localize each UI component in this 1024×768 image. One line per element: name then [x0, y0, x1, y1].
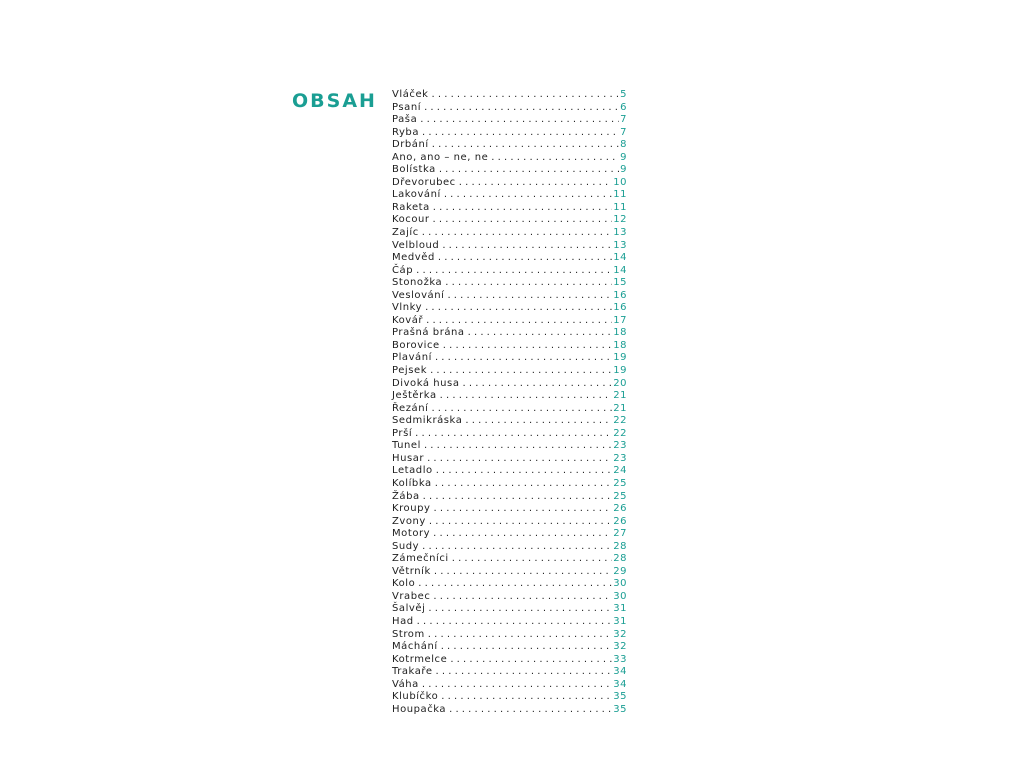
toc-dot-leader [442, 277, 612, 290]
toc-dot-leader [435, 252, 612, 265]
toc-entry-page-number: 19 [613, 365, 627, 377]
toc-entry-label: Kolo [392, 578, 416, 590]
toc-entry-page-number: 26 [613, 503, 627, 515]
toc-entry [392, 327, 627, 340]
toc-entry-page-number: 23 [613, 452, 627, 464]
table-of-contents [392, 89, 627, 716]
toc-entry [392, 503, 627, 516]
toc-dot-leader [424, 453, 612, 466]
toc-dot-leader [432, 352, 612, 365]
toc-entry-page-number: 26 [613, 515, 627, 527]
toc-entry-page-number: 28 [613, 540, 627, 552]
toc-dot-leader [414, 616, 613, 629]
page-title: OBSAH [292, 90, 377, 112]
toc-entry [392, 177, 627, 190]
toc-dot-leader [422, 302, 612, 315]
toc-dot-leader [419, 127, 619, 140]
toc-entry-label: Medvěd [392, 252, 435, 264]
toc-dot-leader [419, 227, 612, 240]
toc-dot-leader [428, 403, 612, 416]
toc-entry [392, 641, 627, 654]
toc-entry-label: Zámečníci [392, 553, 449, 565]
toc-entry-label: Husar [392, 452, 425, 464]
toc-entry-label: Prašná brána [392, 327, 465, 339]
toc-entry-page-number: 17 [613, 314, 627, 326]
toc-dot-leader [488, 152, 619, 165]
toc-entry-page-number: 21 [613, 402, 627, 414]
toc-entry-label: Větrník [392, 565, 431, 577]
toc-dot-leader [462, 415, 612, 428]
toc-entry-page-number: 6 [620, 101, 627, 113]
toc-entry-label: Prší [392, 427, 413, 439]
toc-entry-page-number: 14 [613, 264, 627, 276]
toc-entry-label: Vrabec [392, 590, 431, 602]
toc-entry [392, 365, 627, 378]
toc-entry-label: Ještěrka [392, 390, 437, 402]
toc-entry [392, 516, 627, 529]
toc-entry-label: Žába [392, 490, 420, 502]
toc-entry-page-number: 31 [613, 603, 627, 615]
toc-dot-leader [425, 603, 612, 616]
toc-entry [392, 378, 627, 391]
toc-entry [392, 252, 627, 265]
toc-entry-page-number: 9 [620, 164, 627, 176]
toc-entry-label: Psaní [392, 101, 422, 113]
toc-dot-leader [436, 164, 619, 177]
toc-entry-page-number: 30 [613, 590, 627, 602]
toc-entry [392, 277, 627, 290]
toc-entry [392, 189, 627, 202]
toc-entry-page-number: 33 [613, 653, 627, 665]
toc-entry-page-number: 25 [613, 490, 627, 502]
toc-entry-page-number: 28 [613, 553, 627, 565]
toc-entry-label: Trakaře [392, 666, 433, 678]
toc-entry-label: Stonožka [392, 277, 443, 289]
toc-entry-label: Sedmikráska [392, 415, 463, 427]
toc-entry-label: Kocour [392, 214, 430, 226]
toc-dot-leader [456, 177, 613, 190]
toc-dot-leader [420, 491, 613, 504]
toc-entry [392, 591, 627, 604]
toc-entry [392, 403, 627, 416]
toc-entry [392, 89, 627, 102]
toc-entry-label: Plavání [392, 352, 432, 364]
toc-entry-page-number: 32 [613, 641, 627, 653]
toc-dot-leader [432, 478, 613, 491]
toc-dot-leader [447, 654, 612, 667]
toc-entry [392, 152, 627, 165]
toc-entry-label: Lakování [392, 189, 441, 201]
toc-entry-page-number: 22 [613, 415, 627, 427]
toc-entry-page-number: 15 [613, 277, 627, 289]
toc-dot-leader [429, 89, 620, 102]
toc-entry [392, 704, 627, 717]
toc-entry-page-number: 13 [613, 239, 627, 251]
toc-entry [392, 453, 627, 466]
toc-entry-label: Had [392, 615, 414, 627]
toc-entry-label: Zvony [392, 515, 426, 527]
toc-entry-page-number: 31 [613, 615, 627, 627]
toc-entry-label: Kroupy [392, 503, 431, 515]
toc-entry [392, 302, 627, 315]
toc-entry-label: Máchání [392, 641, 438, 653]
toc-entry-page-number: 32 [613, 628, 627, 640]
toc-dot-leader [430, 202, 612, 215]
toc-entry [392, 139, 627, 152]
toc-entry-label: Ano, ano – ne, ne [392, 151, 489, 163]
toc-entry-page-number: 11 [613, 201, 627, 213]
toc-entry [392, 666, 627, 679]
toc-dot-leader [423, 315, 612, 328]
toc-entry-label: Vlnky [392, 302, 423, 314]
toc-entry [392, 340, 627, 353]
toc-entry [392, 202, 627, 215]
toc-entry-page-number: 35 [613, 703, 627, 715]
toc-entry [392, 629, 627, 642]
toc-entry-label: Zajíc [392, 227, 419, 239]
toc-entry-page-number: 8 [620, 139, 627, 151]
toc-entry-label: Velbloud [392, 239, 440, 251]
toc-entry [392, 315, 627, 328]
toc-entry-label: Strom [392, 628, 425, 640]
toc-dot-leader [412, 428, 612, 441]
toc-dot-leader [421, 440, 612, 453]
toc-entry-label: Borovice [392, 339, 440, 351]
toc-entry-page-number: 19 [613, 352, 627, 364]
toc-dot-leader [430, 214, 613, 227]
toc-dot-leader [439, 240, 612, 253]
toc-entry-page-number: 18 [613, 339, 627, 351]
toc-entry-page-number: 18 [613, 327, 627, 339]
toc-entry [392, 390, 627, 403]
toc-dot-leader [430, 528, 612, 541]
toc-entry [392, 227, 627, 240]
toc-entry [392, 616, 627, 629]
toc-dot-leader [440, 340, 613, 353]
toc-entry-label: Sudy [392, 540, 420, 552]
toc-dot-leader [419, 541, 612, 554]
toc-entry [392, 566, 627, 579]
toc-dot-leader [419, 679, 612, 692]
toc-entry [392, 428, 627, 441]
toc-dot-leader [465, 327, 613, 340]
toc-entry-label: Dřevorubec [392, 176, 456, 188]
toc-entry-page-number: 7 [620, 114, 627, 126]
toc-entry [392, 440, 627, 453]
toc-entry-page-number: 21 [613, 390, 627, 402]
toc-entry [392, 541, 627, 554]
toc-entry-page-number: 20 [613, 377, 627, 389]
toc-dot-leader [446, 704, 612, 717]
toc-entry-label: Kolíbka [392, 477, 432, 489]
toc-entry [392, 691, 627, 704]
toc-dot-leader [441, 189, 612, 202]
toc-entry-label: Kovář [392, 314, 424, 326]
toc-entry-page-number: 27 [613, 528, 627, 540]
toc-dot-leader [425, 629, 612, 642]
toc-dot-leader [438, 691, 612, 704]
toc-dot-leader [415, 578, 612, 591]
toc-entry-label: Řezání [392, 402, 429, 414]
toc-dot-leader [417, 114, 619, 127]
toc-entry-label: Vláček [392, 89, 429, 100]
toc-entry [392, 290, 627, 303]
toc-entry-label: Pejsek [392, 365, 428, 377]
toc-entry-label: Letadlo [392, 465, 433, 477]
toc-entry [392, 578, 627, 591]
toc-entry-page-number: 30 [613, 578, 627, 590]
toc-dot-leader [444, 290, 612, 303]
toc-entry-label: Houpačka [392, 703, 447, 715]
toc-dot-leader [460, 378, 613, 391]
toc-entry [392, 491, 627, 504]
toc-dot-leader [430, 503, 612, 516]
toc-entry-label: Bolístka [392, 164, 436, 176]
toc-entry-label: Paša [392, 114, 418, 126]
toc-dot-leader [437, 390, 613, 403]
toc-dot-leader [433, 666, 613, 679]
toc-entry-page-number: 16 [613, 302, 627, 314]
toc-entry [392, 603, 627, 616]
toc-entry-label: Klubíčko [392, 691, 439, 703]
toc-entry-page-number: 5 [620, 89, 627, 100]
toc-entry-page-number: 14 [613, 252, 627, 264]
toc-entry [392, 415, 627, 428]
toc-entry-page-number: 13 [613, 227, 627, 239]
toc-entry-page-number: 12 [613, 214, 627, 226]
toc-entry-label: Veslování [392, 289, 445, 301]
toc-entry-label: Drbání [392, 139, 429, 151]
toc-entry [392, 478, 627, 491]
toc-entry-label: Ryba [392, 126, 419, 138]
toc-entry-page-number: 16 [613, 289, 627, 301]
toc-dot-leader [431, 566, 612, 579]
toc-dot-leader [429, 139, 619, 152]
toc-dot-leader [433, 465, 613, 478]
toc-entry-page-number: 23 [613, 440, 627, 452]
toc-entry [392, 265, 627, 278]
toc-entry-label: Motory [392, 528, 431, 540]
toc-entry [392, 553, 627, 566]
toc-entry-page-number: 10 [613, 176, 627, 188]
toc-entry-page-number: 24 [613, 465, 627, 477]
toc-entry-label: Šalvěj [392, 603, 426, 615]
toc-entry-page-number: 22 [613, 427, 627, 439]
toc-entry [392, 465, 627, 478]
toc-entry-label: Divoká husa [392, 377, 460, 389]
toc-entry-page-number: 34 [613, 666, 627, 678]
toc-entry-page-number: 9 [620, 151, 627, 163]
toc-entry-label: Kotrmelce [392, 653, 448, 665]
toc-entry-page-number: 35 [613, 691, 627, 703]
toc-dot-leader [449, 553, 613, 566]
toc-entry [392, 528, 627, 541]
toc-entry-label: Čáp [392, 264, 414, 276]
toc-dot-leader [430, 591, 612, 604]
toc-entry [392, 679, 627, 692]
toc-entry [392, 102, 627, 115]
toc-dot-leader [426, 516, 612, 529]
toc-entry [392, 654, 627, 667]
toc-entry [392, 214, 627, 227]
toc-entry-page-number: 7 [620, 126, 627, 138]
toc-entry-page-number: 11 [613, 189, 627, 201]
toc-entry-label: Váha [392, 678, 419, 690]
toc-entry [392, 164, 627, 177]
toc-entry [392, 127, 627, 140]
toc-entry-label: Raketa [392, 201, 430, 213]
toc-entry-page-number: 34 [613, 678, 627, 690]
toc-entry [392, 240, 627, 253]
toc-entry-label: Tunel [392, 440, 421, 452]
toc-entry [392, 352, 627, 365]
toc-entry [392, 114, 627, 127]
toc-dot-leader [413, 265, 612, 278]
toc-dot-leader [421, 102, 619, 115]
toc-dot-leader [438, 641, 613, 654]
toc-entry-page-number: 25 [613, 477, 627, 489]
toc-entry-page-number: 29 [613, 565, 627, 577]
toc-dot-leader [427, 365, 612, 378]
